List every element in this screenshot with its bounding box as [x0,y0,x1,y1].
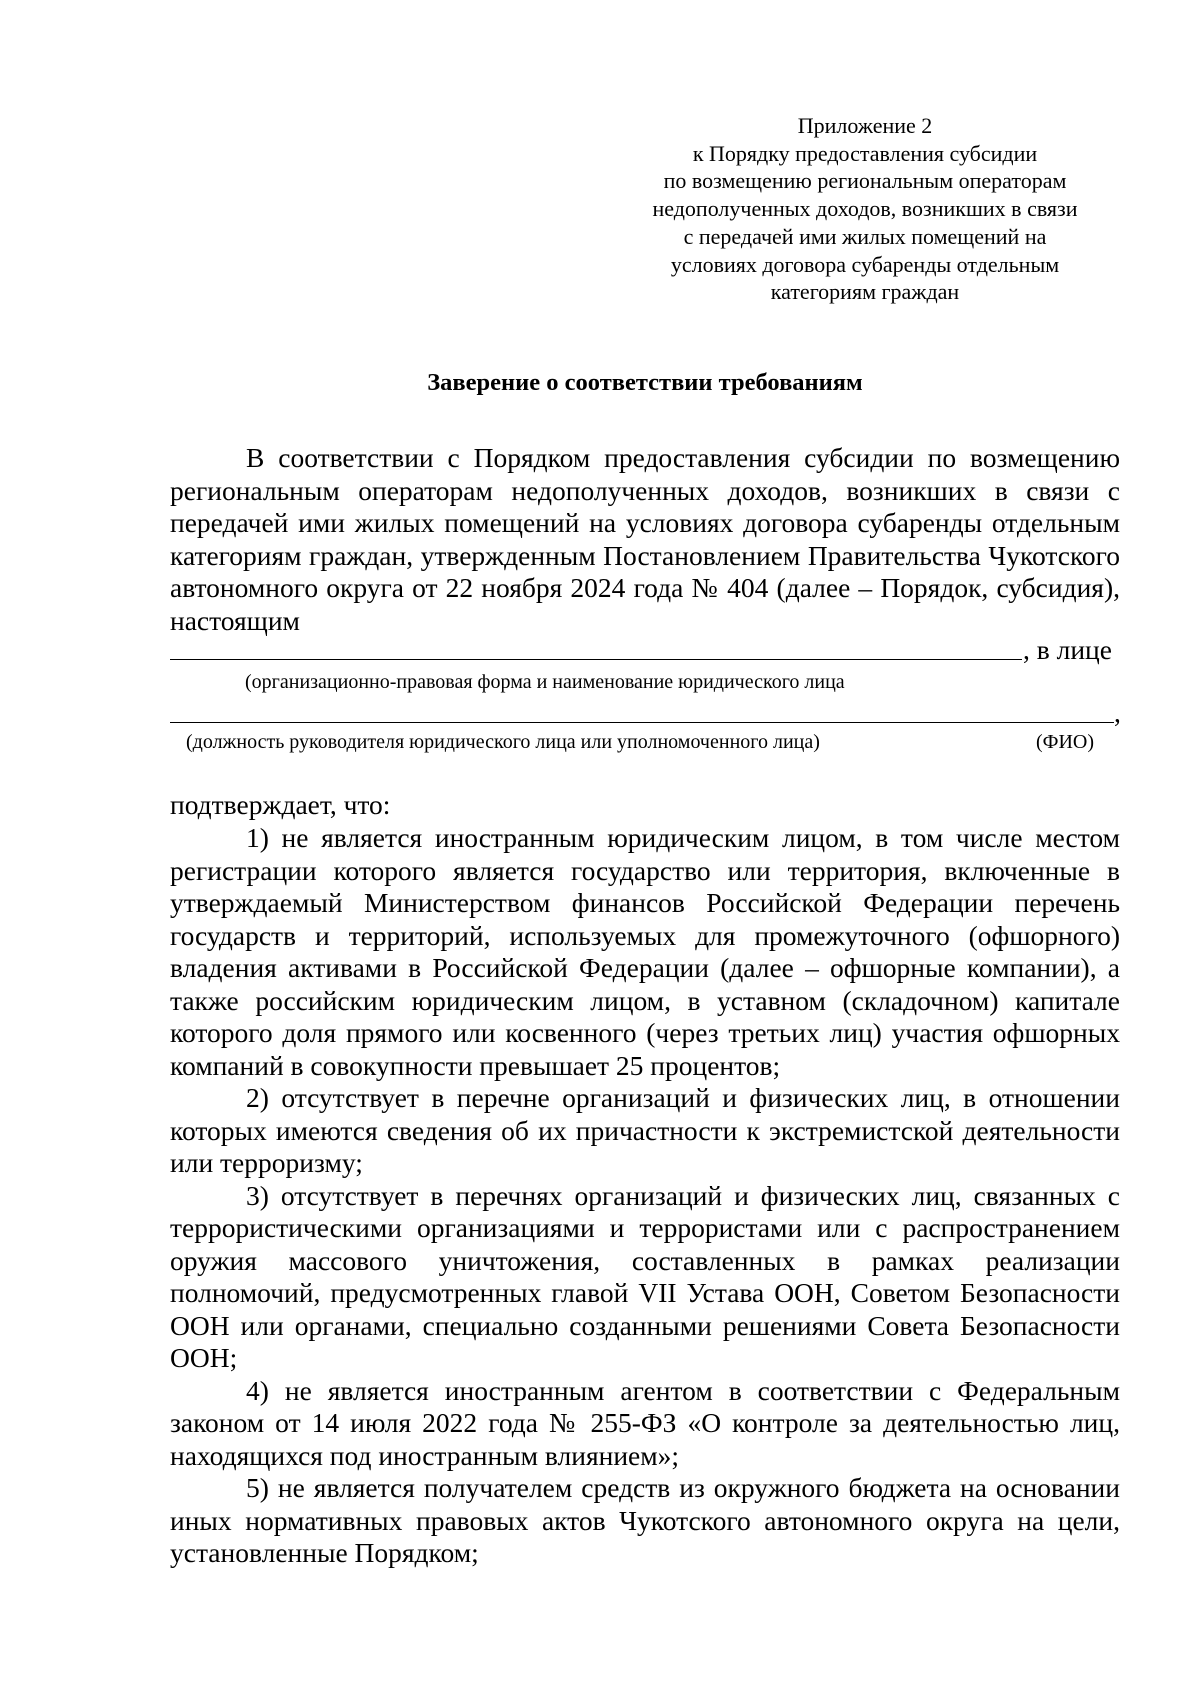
intro-paragraph: В соответствии с Порядком предоставления субсидии по возмещению региональным операторам недополученных доходов, возникших в связи с передачей ими жилых помещений на условиях договора субаренды отдельным категориям граждан, утвержденным Постановлением Правительства Чукотского автономного округа от 22 ноября 2024 года № 404 (далее – Порядок, субсидия), настоящим [170,442,1120,636]
requirement-item: 3) отсутствует в перечнях организаций и физических лиц, связанных с террористическими организациями и террористами или с распространением оружия массового уничтожения, составленных в рамках реализации полномочий, предусмотренных главой VII Устава ООН, Советом Безопасности ООН или органами, специально созданными решениями Совета Безопасности ООН; [170,1179,1120,1373]
representative-suffix: , [1114,697,1121,728]
appendix-line: недополученных доходов, возникших в связи [652,196,1078,222]
representative-underline[interactable] [170,722,1114,723]
representative-field[interactable] [170,697,1120,729]
entity-name-caption: (организационно-правовая форма и наименование юридического лица [245,671,845,693]
representative-caption: (должность руководителя юридического лица или уполномоченного лица) [186,731,820,753]
appendix-line: Приложение 2 [797,113,933,138]
requirements-list [170,822,1120,1570]
entity-name-suffix: , в лице [1023,634,1112,665]
requirement-item: 2) отсутствует в перечне организаций и физических лиц, в отношении которых имеются сведения об их причастности к экстремистской деятельности или терроризму; [170,1082,1120,1178]
requirement-item: 4) не является иностранным агентом в соответствии с Федеральным законом от 14 июля 2022 года № 255-ФЗ «О контроле за деятельностью лиц, находящихся под иностранным влиянием»; [170,1374,1120,1471]
appendix-line: к Порядку предоставления субсидии [692,140,1038,166]
appendix-line: условиях договора субаренды отдельным [670,251,1060,277]
document-title: Заверение о соответствии требованиям [427,369,863,396]
requirement-item: 1) не является иностранным юридическим лицом, в том числе местом регистрации которого является государство или территория, включенные в утверждаемый Министерством финансов Российской Федерации перечень государств и территорий, используемых для промежуточного (офшорного) владения активами в Российской Федерации (далее – офшорные компании), а также российским юридическим лицом, в уставном (складочном) капитале которого доля прямого или косвенного (через третьих лиц) участия офшорных компаний в совокупности превышает 25 процентов; [170,822,1120,1081]
requirement-item: 5) не является получателем средств из окружного бюджета на основании иных нормативных правовых актов Чукотского автономного округа на цели, установленные Порядком; [170,1472,1120,1568]
confirms-text: подтверждает, что: [170,789,391,820]
appendix-line: категориям граждан [770,279,960,305]
appendix-line: по возмещению региональным операторам [663,168,1067,194]
appendix-header [600,112,1130,306]
entity-name-underline[interactable] [170,659,1022,660]
appendix-line: с передачей ими жилых помещений на [683,223,1047,249]
entity-name-field[interactable] [170,634,1120,666]
fio-caption: (ФИО) [1036,731,1095,753]
